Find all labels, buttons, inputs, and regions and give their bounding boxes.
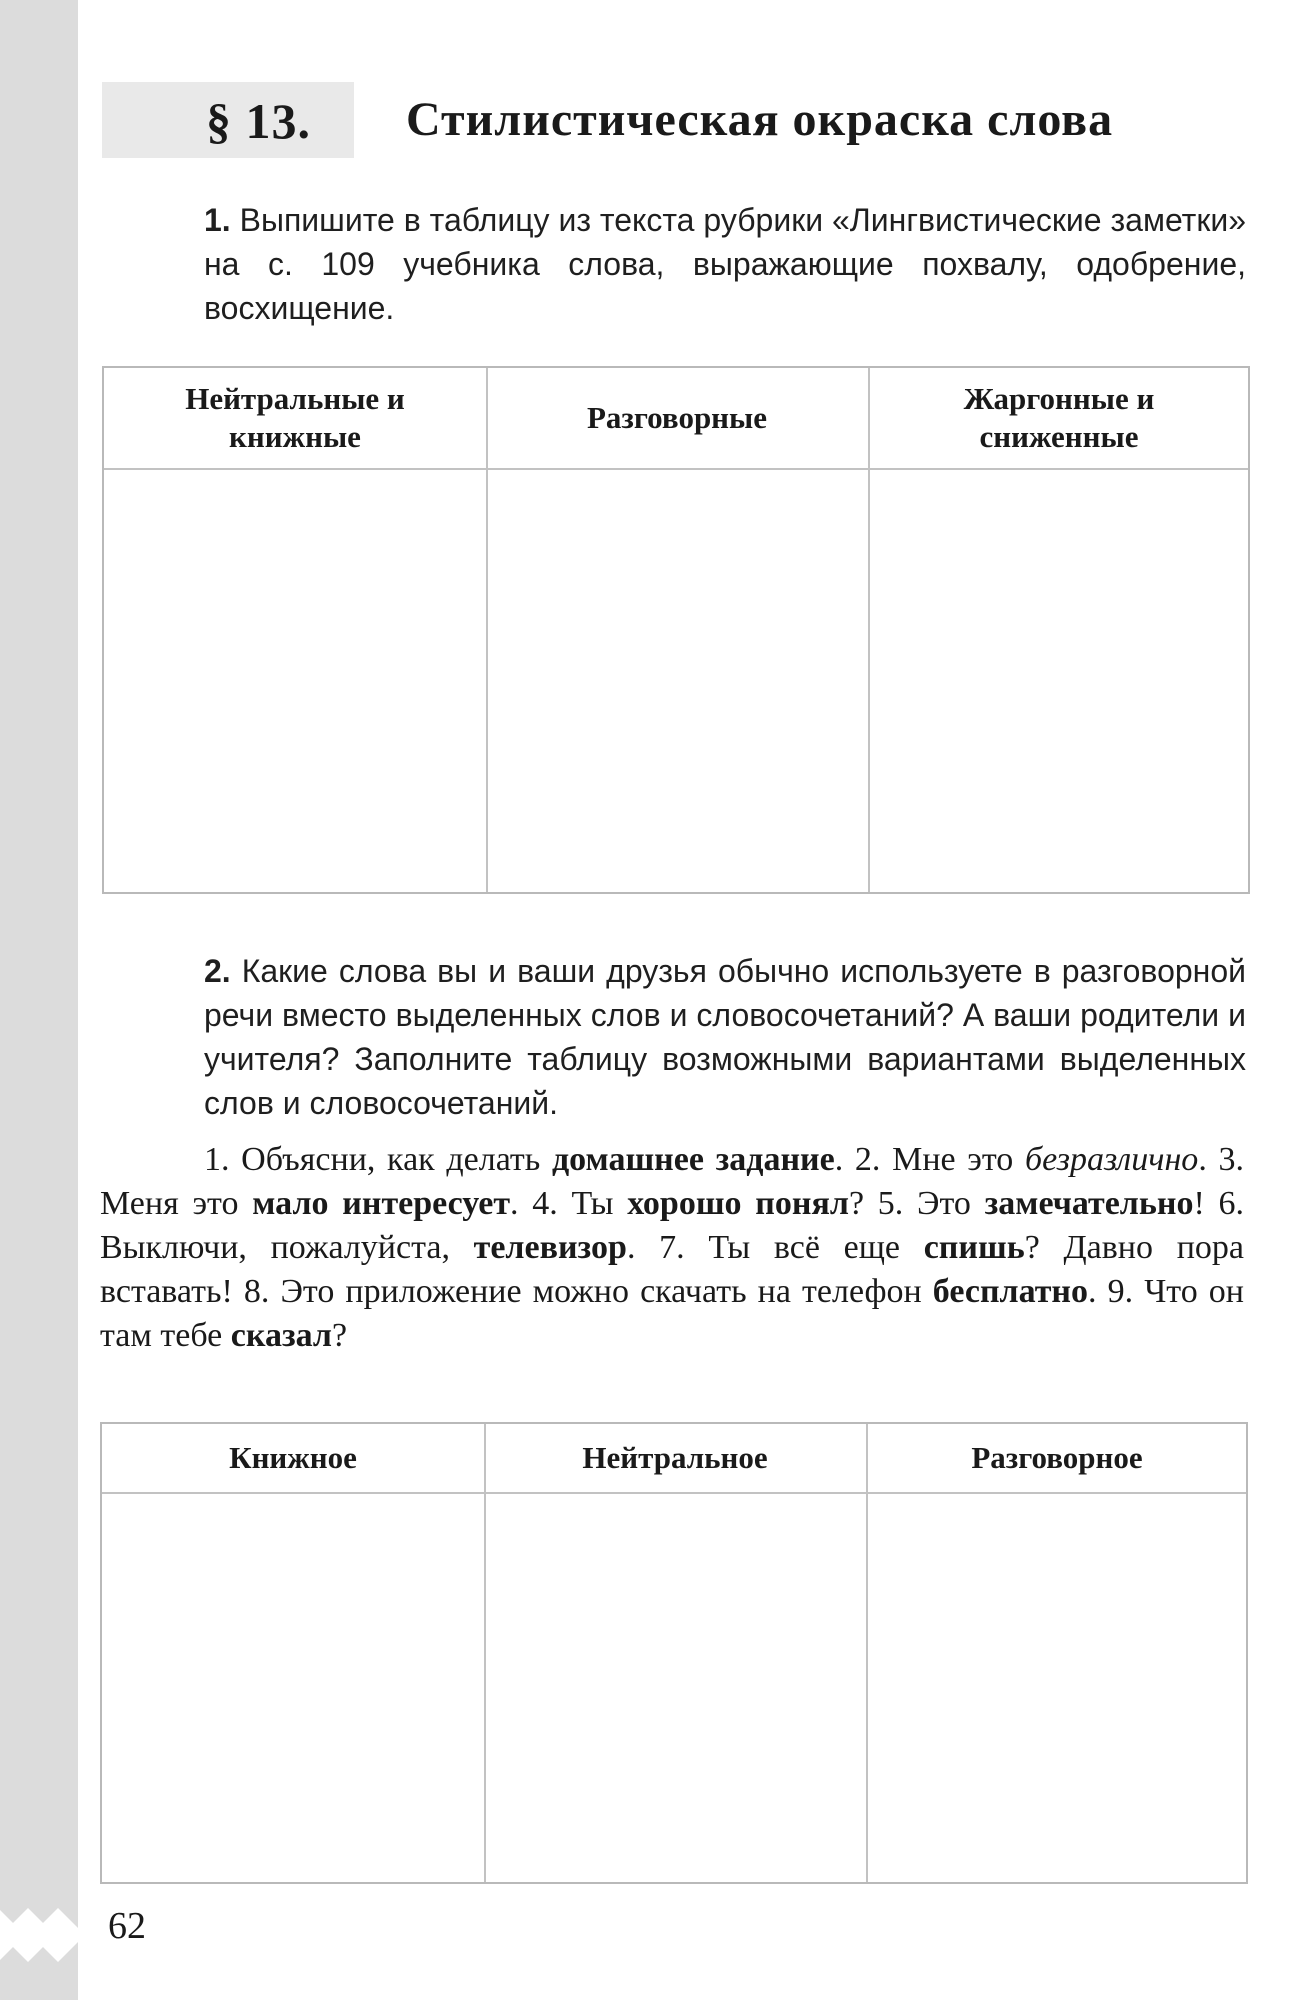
section-title: Стилистическая окраска слова (406, 93, 1114, 146)
task-1-number: 1. (204, 202, 231, 238)
sentence-fragment: ! 6. Выключи, пожалуйста, (100, 1185, 1245, 1266)
highlighted-phrase: спишь (923, 1229, 1025, 1266)
sentence-fragment: . 2. Мне это (834, 1141, 1025, 1178)
highlighted-phrase: замечательно (984, 1185, 1194, 1222)
task-1-table (102, 366, 1250, 894)
task-2-sentences (100, 1138, 1244, 1358)
sentence-fragment: ? Давно пора вставать! 8. Это приложение можно скачать на телефон (100, 1229, 1244, 1310)
highlighted-phrase: мало интересует (252, 1185, 511, 1222)
answer-cell[interactable] (868, 1494, 1246, 1882)
table-header-colloquial: Разговорное (971, 1440, 1143, 1475)
answer-cell[interactable] (870, 470, 1248, 892)
answer-cell[interactable] (102, 1494, 482, 1882)
answer-cell[interactable] (104, 470, 484, 892)
page-corner-ornament (0, 1880, 78, 1990)
table-header-bookish: Книжное (229, 1440, 357, 1475)
highlighted-phrase: хорошо понял (627, 1185, 849, 1222)
sentence-fragment: . 7. Ты всё еще (626, 1229, 924, 1266)
highlighted-phrase: телевизор (473, 1229, 627, 1266)
table-header-colloquial: Разговорные (586, 400, 768, 435)
task-2-text: Какие слова вы и ваши друзья обычно используете в разговорной речи вместо выделенных слов и словосочетаний? А ваши родители и учителя? Заполните таблицу возможными вариантами выделенных слов и словосочетаний. (204, 953, 1247, 1121)
task-2-table (100, 1422, 1248, 1884)
page-number: 62 (108, 1905, 146, 1947)
margin-band (0, 0, 78, 2000)
sentence-fragment: . 4. Ты (510, 1185, 628, 1222)
task-2-instruction (204, 949, 1246, 1125)
answer-cell[interactable] (488, 470, 868, 892)
sentence-fragment: . 3. Меня это (100, 1141, 1244, 1222)
task-2-number: 2. (204, 953, 231, 989)
highlighted-phrase: безразлично (1024, 1141, 1199, 1178)
answer-cell[interactable] (486, 1494, 866, 1882)
table-header-neutral: Нейтральное (582, 1440, 768, 1475)
table-header-slang: Жаргонные и сниженные (963, 381, 1155, 454)
task-1-instruction (204, 198, 1246, 330)
table-header-neutral-bookish: Нейтральные и книжные (185, 381, 405, 454)
sentence-fragment: ? (331, 1317, 348, 1354)
section-number: § 13. (206, 93, 311, 149)
sentence-fragment: ? 5. Это (848, 1185, 985, 1222)
highlighted-phrase: домашнее задание (551, 1141, 835, 1178)
sentence-fragment: 1. Объясни, как делать (204, 1141, 552, 1178)
highlighted-phrase: сказал (230, 1317, 332, 1354)
sentence-fragment: . 9. Что он там тебе (100, 1273, 1244, 1354)
task-1-text: Выпишите в таблицу из текста рубрики «Лингвистические заметки» на с. 109 учебника слова, выражающие похвалу, одобрение, восхищение. (204, 202, 1247, 326)
highlighted-phrase: бесплатно (932, 1273, 1089, 1310)
